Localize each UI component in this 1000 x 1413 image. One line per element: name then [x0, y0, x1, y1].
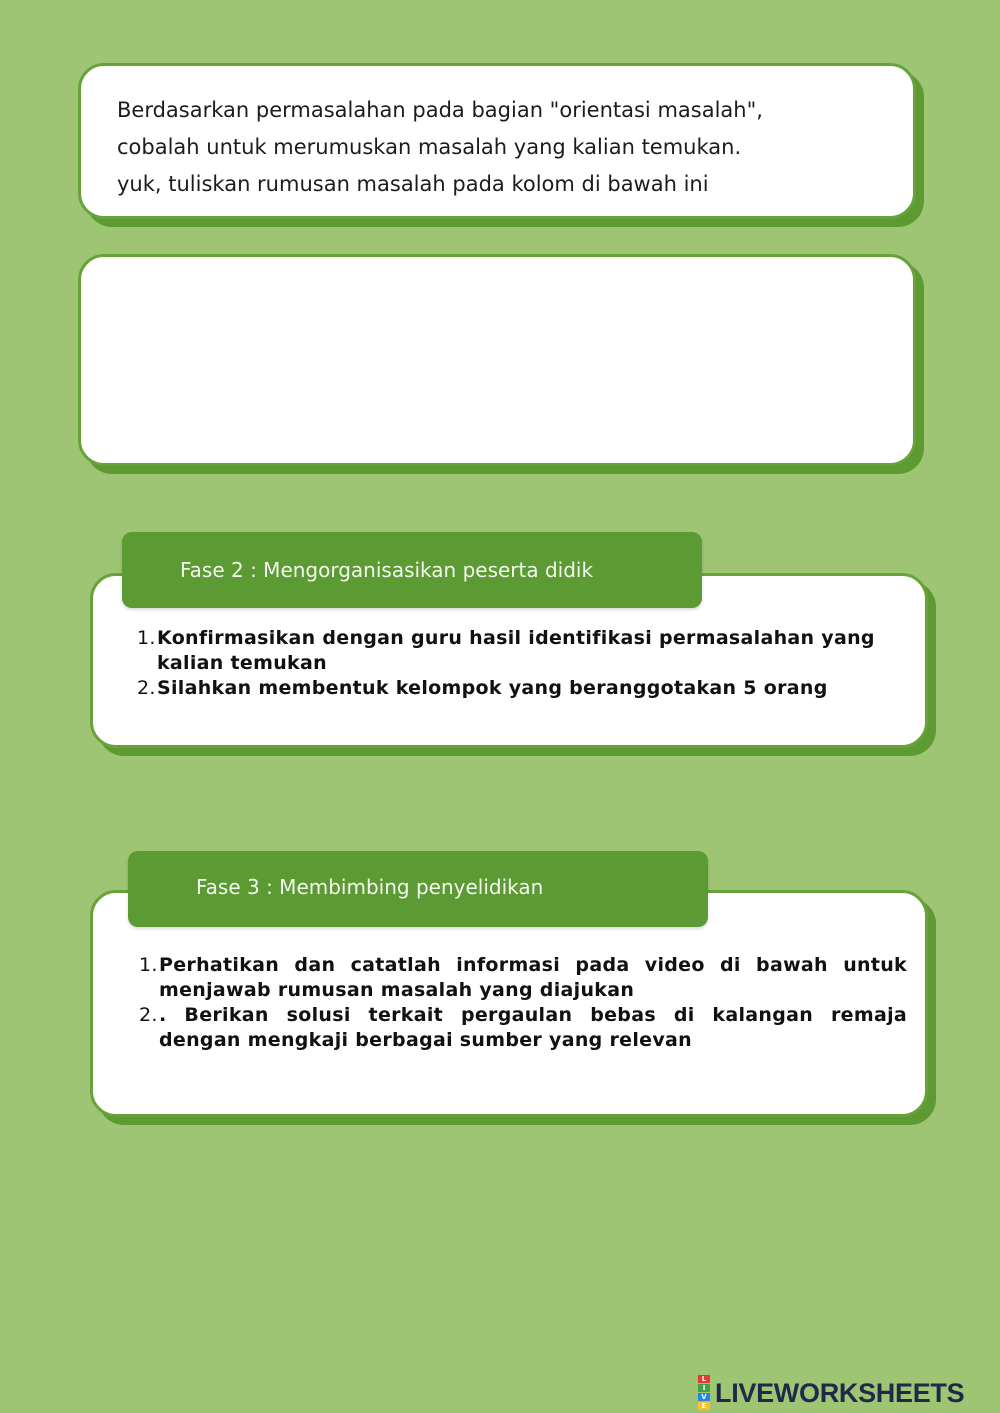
fase3-step-1	[139, 953, 907, 1003]
fase2-title: Fase 2 : Mengorganisasikan peserta didik	[180, 558, 594, 582]
fase2-step-2-number: 2.	[137, 677, 156, 699]
fase2-step-1	[137, 626, 905, 676]
fase2-step-1-number: 1.	[137, 627, 156, 649]
fase3-step-1-number: 1.	[139, 954, 158, 976]
liveworksheets-logo[interactable]	[698, 1375, 965, 1410]
fase2-step-2-text: Silahkan membentuk kelompok yang beranggotakan 5 orang	[157, 677, 828, 699]
liveworksheets-logo-text: LIVEWORKSHEETS	[715, 1377, 965, 1408]
answer-card	[78, 254, 916, 466]
fase3-step-2-text: . Berikan solusi terkait pergaulan bebas di kalangan remaja dengan mengkaji berbagai sumber yang relevan	[159, 1004, 907, 1051]
fase3-step-2	[139, 1003, 907, 1053]
fase3-title: Fase 3 : Membimbing penyelidikan	[196, 875, 544, 899]
fase3-step-2-number: 2.	[139, 1004, 158, 1026]
intro-instructions	[117, 92, 877, 203]
fase2-title-tab	[122, 532, 702, 608]
intro-line-3: yuk, tuliskan rumusan masalah pada kolom di bawah ini	[117, 172, 709, 196]
liveworksheets-logo-icon: L I V E	[698, 1375, 712, 1411]
fase3-step-1-text: Perhatikan dan catatlah informasi pada video di bawah untuk menjawab rumusan masalah yang diajukan	[159, 954, 907, 1001]
fase3-title-tab	[128, 851, 708, 927]
fase2-step-2	[137, 676, 905, 701]
rumusan-masalah-answer-field[interactable]	[81, 257, 913, 463]
fase3-steps-list	[139, 953, 907, 1053]
intro-line-2: cobalah untuk merumuskan masalah yang kalian temukan.	[117, 135, 742, 159]
fase2-steps-list	[137, 626, 905, 701]
intro-line-1: Berdasarkan permasalahan pada bagian "orientasi masalah",	[117, 98, 763, 122]
fase2-step-1-text: Konfirmasikan dengan guru hasil identifikasi permasalahan yang kalian temukan	[157, 627, 875, 674]
intro-card	[78, 63, 916, 219]
